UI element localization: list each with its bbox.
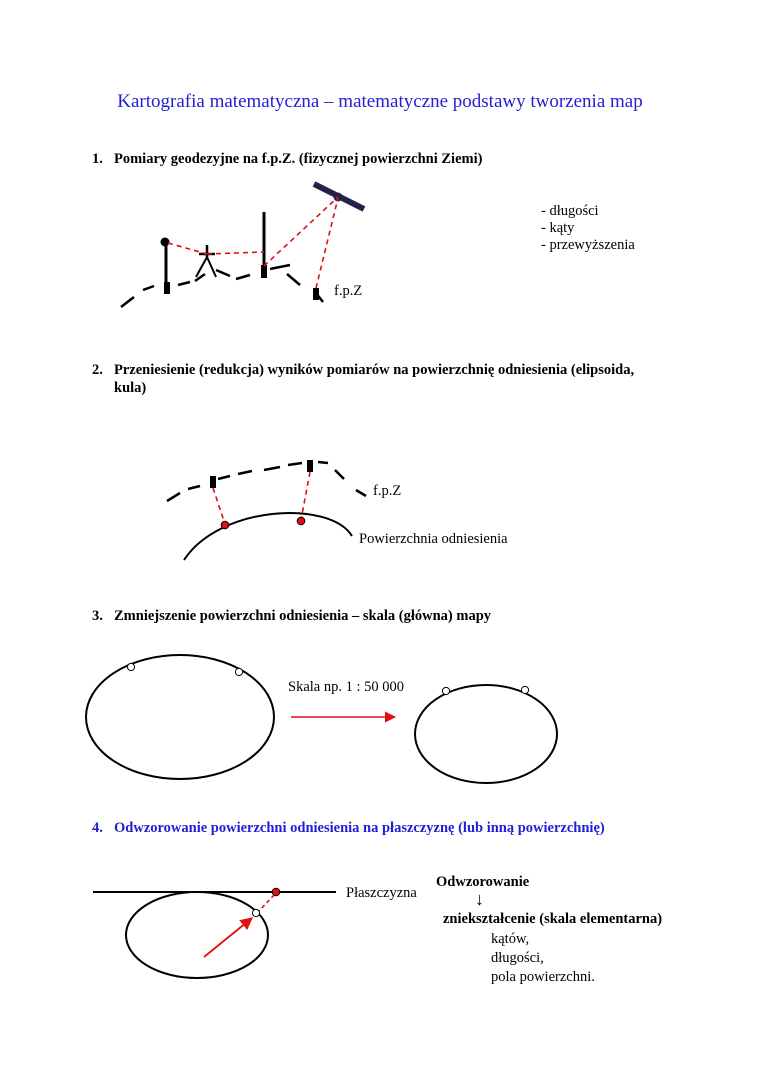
ellipse-point xyxy=(252,909,259,916)
section-2-text-line2: kula) xyxy=(114,380,147,396)
survey-point-marker xyxy=(261,265,267,278)
section-3-text: Zmniejszenie powierzchni odniesienia – skala (główna) mapy xyxy=(114,608,492,624)
terrain-line xyxy=(167,462,366,501)
fig3-scale-label: Skala np. 1 : 50 000 xyxy=(288,679,404,695)
ellipse-point xyxy=(521,686,528,693)
ellipse-point xyxy=(235,668,242,675)
survey-point-marker xyxy=(210,476,216,488)
measurement-lines xyxy=(168,197,338,288)
section-2-number: 2. xyxy=(92,362,103,378)
section-1-number: 1. xyxy=(92,151,103,167)
small-ellipse xyxy=(415,685,557,783)
tripod-theodolite-icon xyxy=(196,245,216,277)
survey-point-marker xyxy=(307,460,313,472)
section-4-number: 4. xyxy=(92,820,103,836)
large-ellipse xyxy=(86,655,274,779)
distortion-item: pola powierzchni. xyxy=(491,969,595,985)
projection-arrow xyxy=(204,918,252,957)
measurement-item: - długości xyxy=(541,203,599,219)
fig2-diagram xyxy=(167,460,366,560)
section-2-text-line1: Przeniesienie (redukcja) wyników pomiarów na powierzchnię odniesienia (elipsoida, xyxy=(114,362,635,378)
section-4-text: Odwzorowanie powierzchni odniesienia na płaszczyznę (lub inną powierzchnię) xyxy=(114,820,605,836)
terrain-line xyxy=(121,265,323,307)
projected-point xyxy=(297,517,305,525)
fig1-fpz-label: f.p.Z xyxy=(334,283,363,299)
distortion-item: kątów, xyxy=(491,931,530,947)
distortion-item: długości, xyxy=(491,950,544,966)
fig3-diagram xyxy=(86,655,557,783)
section-3-number: 3. xyxy=(92,608,103,624)
section-1-text: Pomiary geodezyjne na f.p.Z. (fizycznej powierzchni Ziemi) xyxy=(114,151,483,167)
projected-point xyxy=(221,521,229,529)
measurement-item: - przewyższenia xyxy=(541,237,635,253)
measurement-item: - kąty xyxy=(541,220,575,236)
survey-point-marker xyxy=(164,282,170,294)
rod-target-dot xyxy=(161,238,170,247)
fig4-mapping-title: Odwzorowanie xyxy=(436,874,530,890)
plane-point xyxy=(272,888,280,896)
reference-ellipse xyxy=(126,892,268,978)
page-title: Kartografia matematyczna – matematyczne podstawy tworzenia map xyxy=(117,91,643,112)
ellipse-point xyxy=(442,687,449,694)
satellite-icon xyxy=(314,184,364,209)
projection-line xyxy=(257,893,276,913)
fig2-surface-label: Powierzchnia odniesienia xyxy=(359,531,508,547)
fig4-diagram xyxy=(93,888,336,978)
projection-line xyxy=(213,488,225,524)
reference-surface-arc xyxy=(184,513,352,560)
fig4-plane-label: Płaszczyzna xyxy=(346,885,417,901)
fig2-fpz-label: f.p.Z xyxy=(373,483,402,499)
fig4-distortion-title: zniekształcenie (skala elementarna) xyxy=(443,911,663,927)
ellipse-point xyxy=(127,663,134,670)
fig1-diagram xyxy=(121,184,364,307)
down-arrow-icon: ↓ xyxy=(475,889,484,909)
survey-point-marker xyxy=(313,288,319,300)
